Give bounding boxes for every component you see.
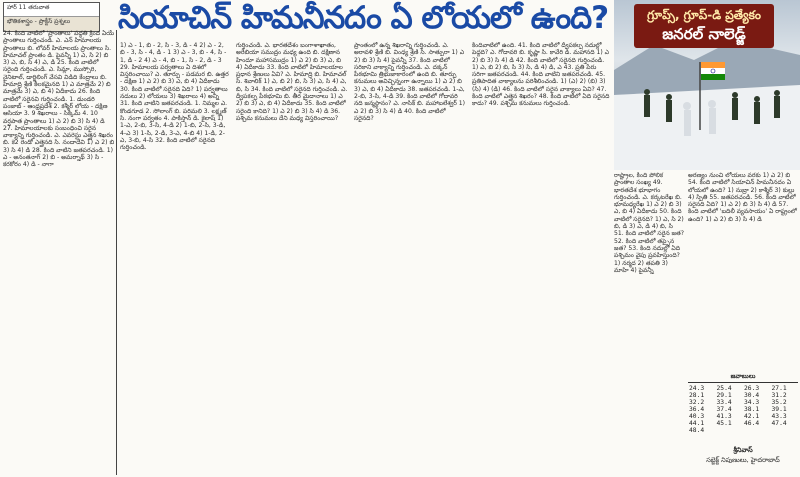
column-2 <box>120 42 230 475</box>
answer-row <box>688 413 798 420</box>
answer-cell: 25.4 <box>716 385 732 392</box>
column-divider <box>116 30 117 475</box>
column-3 <box>236 42 348 475</box>
author-name: శ్రీనివాస్ <box>733 446 753 454</box>
answer-cell: 40.3 <box>689 413 705 420</box>
answer-row <box>688 427 798 434</box>
column-6-text: రాష్ట్రాల, కింది పోలిక ప్రాంతాల సంఖ్య 49. భారతదేశ భూభాగం గుర్తించండి. ఎ. కర్కటరేఖ బి. భూమధ్యరేఖ 1) ఎ 2) బి 3) ఎ, బి 4) ఏదీకాదు 50. కింది వాటిలో సరైనది? 1) ఎ, సి 2) బి, డి 3) ఎ, డి 4) బి, సి 51. కింది వాటిలో సరైన జత? 52. కింది వాటిలో తప్పైన జత? 53. కింది నదుల్లో ఏది పశ్చిమం వైపు ప్రవహిస్తుంది? 1) నర్మద 2) తపతి 3) మాహి 4) పైవన్నీ <box>614 172 684 274</box>
answer-cell: 44.1 <box>689 420 705 427</box>
answer-cell: 43.3 <box>771 413 787 420</box>
answer-cell: 36.4 <box>689 406 705 413</box>
column-7-text: అరణ్యం నుంచి లోయలు వరకు 1) ఎ 2) బి 54. కింది వాటిలో సియాచిన్ హిమనీనదం ఏ లోయలో ఉంది? 1) నుబ్రా 2) కాశ్మీర్ 3) కుల్లు 4) స్పితి 55. జతపరచండి. 56. కింది వాటిలో సరైనది ఏది? 1) ఎ 2) బి 3) సి 4) డి 57. కింది వాటిలో 'బదిలీ వ్యవసాయం' ఏ రాష్ట్రంలో ఉంది? 1) ఎ 2) బి 3) సి 4) డి <box>688 172 797 223</box>
answer-cell <box>771 427 799 434</box>
column-5-text: కిందివాటిలో ఉంది. 41. కింది వాటిలో ద్వీపకల్ప నదుల్లో పెద్దది? ఎ. గోదావరి బి. కృష్ణా సి. కావేరి డి. మహానది 1) ఎ 2) బి 3) సి 4) డి 42. కింది వాటిలో సరైనది గుర్తించండి. 1) ఎ, బి 2) బి, సి 3) సి, డి 4) డి, ఎ 43. ప్రతి పేరు సరిగా జతపరచండి. 44. కింది వాటిని జతపరచండి. 45. ప్రతిపాదిత వాక్యాలను పరిశీలించండి. 1) (ఎ) 2) (బి) 3) (సి) 4) (డి) 46. కింది వాటిలో సరైన వాక్యాలు ఏవి? 47. కింది వాటిలో ఎత్తైన శిఖరం? 48. కింది వాటిలో ఏది సరైనది కాదు? 49. పశ్చిమ కనుమలు గుర్తించండి. <box>472 42 610 108</box>
answer-cell: 27.1 <box>771 385 787 392</box>
answer-cell: 35.2 <box>771 399 787 406</box>
answer-cell: 37.4 <box>716 406 732 413</box>
answer-cell: 39.1 <box>771 406 787 413</box>
photo-banner-line2: జనరల్ నాలెడ్జ్ <box>662 25 746 43</box>
answer-cell: 33.4 <box>716 399 732 406</box>
answer-row <box>688 399 798 406</box>
answer-cell: 38.1 <box>744 406 760 413</box>
answer-grid <box>688 385 798 434</box>
answer-row <box>688 385 798 392</box>
answer-cell: 48.4 <box>689 427 705 434</box>
column-1 <box>3 30 115 475</box>
headline: సియాచిన్ హిమనీనదం ఏ లోయలో ఉంది? <box>118 0 609 36</box>
column-7 <box>688 172 798 370</box>
answer-cell: 28.1 <box>689 392 705 399</box>
answer-row <box>688 420 798 427</box>
section-label-row1: హార్ 11 తరువాత <box>4 3 99 17</box>
answer-cell: 34.3 <box>744 399 760 406</box>
column-4 <box>354 42 466 475</box>
column-3-text: గుర్తించండి. ఎ. భారతదేశం బంగాళాఖాతం, అరేబియా సముద్రం మధ్య ఉంది బి. దక్షిణాన హిందూ మహాసముద్రం 1) ఎ 2) బి 3) ఎ, బి 4) ఏదీకాదు 33. కింది వాటిలో హిమాలయాల ప్రధాన శ్రేణులు ఏవి? ఎ. హిమాద్రి బి. హిమాచల్ సి. శివాలిక్ 1) ఎ, బి 2) బి, సి 3) ఎ, సి 4) ఎ, బి, సి 34. కింది వాటిలో సరైనది గుర్తించండి. ఎ. ద్వీపకల్ప పీఠభూమి బి. తీర మైదానాలు 1) ఎ 2) బి 3) ఎ, బి 4) ఏదీకాదు 35. కింది వాటిలో సరైంది కానిది? 1) ఎ 2) బి 3) సి 4) డి 36. పశ్చిమ కనుమలు దేని మధ్య విస్తరించాయి? <box>236 42 348 122</box>
answer-cell: 45.1 <box>716 420 732 427</box>
section-label-row2: భౌతికశాస్త్రం - ప్రాక్టీస్ ప్రశ్నలు <box>4 17 99 31</box>
section-label-box <box>3 2 100 32</box>
column-6 <box>614 172 684 475</box>
column-5 <box>472 42 610 475</box>
answer-key-title: జవాబులు <box>688 373 798 383</box>
column-4-text: ప్రాంతంలో ఉన్న శిఖరాన్ని గుర్తించండి. ఎ. అరావళి శ్రేణి బి. వింధ్య శ్రేణి సి. సాత్పురా 1) ఎ 2) బి 3) సి 4) పైవన్నీ 37. కింది వాటిలో సరికాని వాక్యాన్ని గుర్తించండి. ఎ. దక్కన్ పీఠభూమి త్రిభుజాకారంలో ఉంది బి. తూర్పు కనుమలు అవిచ్ఛిన్నంగా ఉన్నాయి 1) ఎ 2) బి 3) ఎ, బి 4) ఏదీకాదు 38. జతపరచండి. 1-ఎ, 2-బి, 3-సి, 4-డి 39. కింది వాటిలో గోదావరి నది జన్మస్థానం? ఎ. నాసిక్ బి. మహాబలేశ్వర్ 1) ఎ 2) బి 3) సి 4) డి 40. కింది వాటిలో సరైనది? <box>354 42 466 122</box>
answer-cell: 42.1 <box>744 413 760 420</box>
answer-cell: 47.4 <box>771 420 787 427</box>
answer-cell: 26.3 <box>744 385 760 392</box>
answer-cell: 30.4 <box>744 392 760 399</box>
answer-cell <box>743 427 771 434</box>
photo-banner <box>634 4 774 48</box>
answer-cell: 32.2 <box>689 399 705 406</box>
answer-cell <box>716 427 744 434</box>
author-title: సబ్జెక్ట్ నిపుణులు, హైదరాబాద్ <box>706 456 780 464</box>
column-2-text: 1) ఎ - 1, బి - 2, సి - 3, డి - 4 2) ఎ - 2, బి - 3, సి - 4, డి - 1 3) ఎ - 3, బి - 4, సి - 1, డి - 2 4) ఎ - 4, బి - 1, సి - 2, డి - 3 29. హిమాలయ పర్వతాలు ఏ దిశలో విస్తరించాయి? ఎ. తూర్పు - పడమర బి. ఉత్తర - దక్షిణ 1) ఎ 2) బి 3) ఎ, బి 4) ఏదీకాదు 30. కింది వాటిలో సరైనది ఏది? 1) పర్వతాలు నదులు 2) లోయలు 3) శిఖరాలు 4) అన్నీ 31. కింది వాటిని జతపరచండి. 1. నిమ్మల ఎ. కొండగూడ 2. సోలాంగ్ బి. పరిమలి 3. లక్ష్మణ్ సి. నంగా పర్వతం 4. పాకిస్తాన్ డి. కైలాష్ 1) 1-ఎ, 2-బి, 3-సి, 4-డి 2) 1-బి, 2-సి, 3-డి, 4-ఎ 3) 1-సి, 2-డి, 3-ఎ, 4-బి 4) 1-డి, 2-ఎ, 3-బి, 4-సి 32. కింది వాటిలో సరైనది గుర్తించండి. <box>120 42 229 152</box>
answer-row <box>688 392 798 399</box>
answer-cell: 29.1 <box>716 392 732 399</box>
author-credit <box>688 446 798 466</box>
answer-cell: 41.3 <box>716 413 732 420</box>
photo-banner-line1: గ్రూప్స్, గ్రూప్-డి ప్రత్యేకం <box>647 8 761 22</box>
answer-cell: 46.4 <box>744 420 760 427</box>
answer-cell: 31.2 <box>771 392 787 399</box>
answer-row <box>688 406 798 413</box>
column-1-text: 24. కింది వాటిలో 'ప్రాంతాలు' పద్ధతి క్రింద ఏయే ప్రాంతాలు గుర్తించండి. ఎ. ఎన్ హిమాలయ ప్రాంతాలు బి. లోవర్ హిమాలయ ప్రాంతాలు సి. హిమాచల్ ప్రాంతం డి. పైవన్నీ 1) ఎ, సి 2) బి 3) ఎ, బి, సి 4) ఎ, డి 25. కింది వాటిలో సరైంది గుర్తించండి. ఎ. సిమ్లా, ముస్సోరి, నైనిటాల్, డార్జిలింగ్ వేసవి విడిది కేంద్రాలు బి. హిమాద్రి శ్రేణి కీలకమైనది 1) ఎ మాత్రమే 2) బి మాత్రమే 3) ఎ, బి 4) ఏదీకాదు 26. కింది వాటిలో సరైనవి గుర్తించండి. 1. డుండరి పంజాబ్ - ఆంధ్రప్రదేశ్ 2. కశ్మీర్ లోయ - దక్షిణ ఆసియా 3. 9 శిఖరాలు - సిక్కిమ్ 4. 10 వర్షపాత ప్రాంతాలు 1) ఎ 2) బి 3) సి 4) డి 27. హిమాలయాలకు సంబంధించి సరైన వాక్యాన్ని గుర్తించండి. ఎ. ఎవరెస్టు ఎత్తైన శిఖరం బి. కె2 రెండో ఎత్తైనది సి. నందాదేవి 1) ఎ 2) బి 3) సి 4) డి 28. కింది వాటిని జతపరచండి. 1) ఎ - అనంతనాగ్ 2) బి - అమర్నాథ్ 3) సి - కరకోరం 4) డి - నాగా <box>3 30 115 169</box>
answer-cell: 24.3 <box>689 385 705 392</box>
answer-key-table <box>688 373 798 441</box>
feature-photo <box>614 0 800 170</box>
